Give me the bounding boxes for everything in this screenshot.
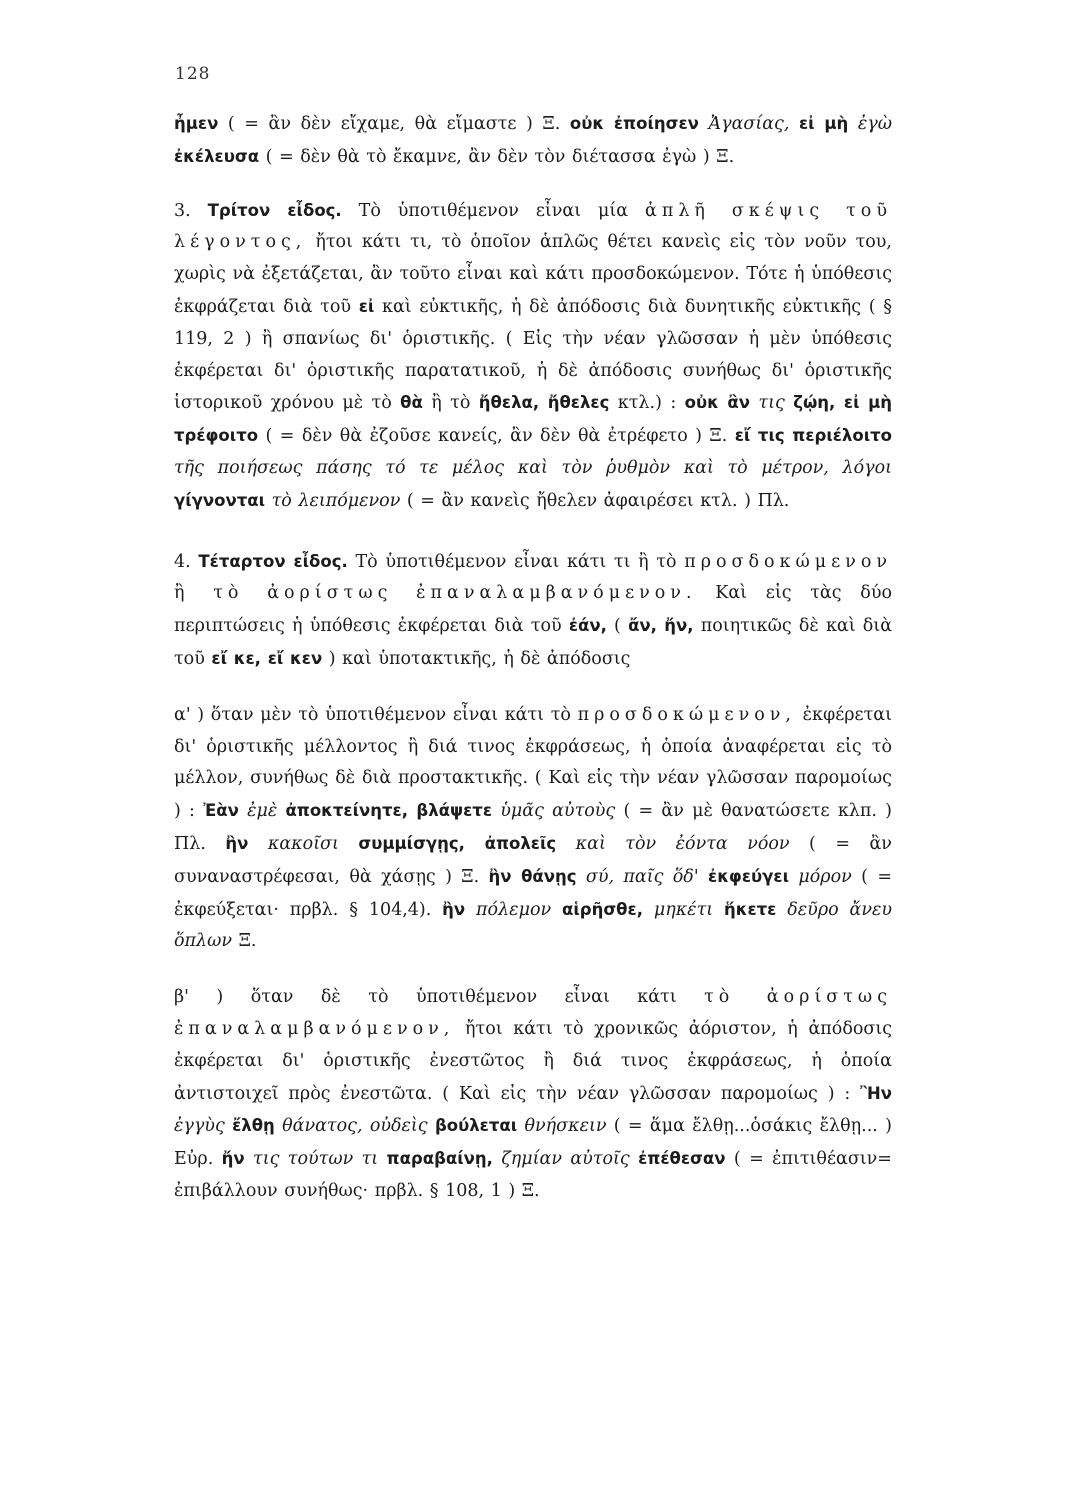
bold-term: ἢν θάνῃς (488, 866, 577, 886)
bold-term: ἦμεν (174, 114, 219, 133)
italic-quote: ὑμᾶς αὐτοὺς (500, 801, 616, 822)
bold-term: αἱρῆσθε, (562, 899, 643, 919)
text-run (492, 801, 500, 821)
italic-quote: καὶ τὸν ἐόντα νόον (575, 833, 790, 854)
text-run (239, 801, 247, 821)
text-run (713, 900, 724, 920)
bold-term: ἥκετε (724, 899, 777, 919)
text-run: ( = ἂν δὲν εἴχαμε, θὰ εἴμαστε ) Ξ. (218, 114, 570, 134)
bold-term: Τέταρτον εἶδος. (198, 551, 348, 571)
italic-quote: πόλεμον (476, 899, 552, 920)
italic-quote: μηκέτι (653, 899, 714, 920)
text-run: κτλ.) : (609, 393, 685, 414)
text-run: β' ) ὅταν δὲ τὸ ὑποτιθέμενον εἶναι κάτι (174, 987, 705, 1008)
bold-term: εἴ κε, εἴ κεν (211, 648, 323, 668)
text-run (378, 1149, 386, 1169)
text-run: Τὸ ὑποτιθέμενον εἶναι κάτι τι ἢ τὸ (347, 551, 685, 572)
text-run: Καὶ εἰς τὰς δύο περιπτώσεις ἡ ὑπόθεσις ἐκφέρεται διὰ τοῦ (174, 583, 892, 637)
bold-term: ἔλθῃ (232, 1116, 275, 1136)
text-block (174, 108, 892, 1208)
text-run: ἤτοι κάτι τὸ χρονικῶς ἀόριστον, ἡ ἀπόδοσις ἐκφέρεται δι' ὁριστικῆς ἐνεστῶτος ἢ διά τινος ἐκφράσεως, ἡ ὁποία ἀντιστοιχεῖ πρὸς ἐνεστῶτα. ( Καὶ εἰς τὴν νέαν γλῶσσαν παρομοίως ) : (174, 1018, 892, 1104)
bold-term: ἐπέθεσαν (638, 1149, 726, 1169)
bold-term: ζῴη, εἰ μὴ τρέφοιτο (174, 393, 892, 446)
bold-term: ἐάν, (568, 616, 607, 636)
paragraph-example-continuation (174, 108, 892, 174)
spaced-emphasis: τὸ ἀορίστως ἐπαναλαμβανόμενον, (174, 987, 892, 1039)
text-run: ( = ἐκφεύξεται· πρβλ. § 104,4). (174, 866, 892, 920)
text-run: ( = δὲν θὰ τὸ ἔκαμνε, ἂν δὲν τὸν διέτασσα ἐγὼ ) Ξ. (259, 146, 735, 167)
bold-term: ἄν, ἤν, (628, 616, 694, 636)
bold-term: συμμίσγῃς, ἀπολεῖς (358, 833, 557, 853)
bold-term: οὐκ ἂν (684, 393, 750, 413)
italic-quote: θάνατος, οὐδεὶς (282, 1116, 428, 1137)
text-run: ( = δὲν θὰ ἐζοῦσε κανείς, ἂν δὲν θὰ ἐτρέφετο ) Ξ. (258, 426, 735, 447)
bold-term: ἐκέλευσα (174, 146, 260, 166)
text-run (339, 834, 358, 854)
bold-term: εἰ μὴ (799, 114, 849, 133)
text-run (789, 114, 799, 134)
text-run (785, 393, 793, 413)
text-run: ( = ἐπιτιθέασιν= ἐπιβάλλουν συνήθως· πρβλ. § 108, 1 ) Ξ. (174, 1149, 892, 1201)
text-run: ( (606, 616, 629, 637)
bold-term: ἐκφεύγει (708, 866, 790, 886)
text-run (789, 867, 798, 887)
text-run: 3. (174, 200, 208, 221)
bold-term: ἢν (442, 899, 466, 919)
spaced-emphasis: ἁπλῆ σκέψις τοῦ λέγοντος, (174, 200, 892, 253)
bold-term: οὐκ ἐποίησεν (569, 114, 699, 133)
italic-quote: ἐμὲ (247, 801, 278, 822)
spaced-emphasis: προσδοκώμενον ἢ τὸ ἀορίστως ἐπαναλαμβανόμενον. (174, 551, 892, 604)
text-run (265, 491, 272, 511)
text-run: ( = ἅμα ἔλθῃ...ὁσάκις ἔλθῃ... ) Εὐρ. (174, 1116, 892, 1170)
text-run: ποιητικῶς δὲ καὶ διὰ τοῦ (174, 616, 893, 669)
text-run (776, 900, 787, 920)
italic-quote: ζημίαν αὐτοῖς (501, 1149, 630, 1170)
italic-quote: μόρον (798, 866, 852, 887)
italic-quote: θνήσκειν (524, 1116, 607, 1137)
text-run (245, 1149, 253, 1169)
italic-quote: δεῦρο ἄνευ ὅπλων (174, 899, 892, 952)
italic-quote: ἐγὼ (857, 114, 892, 134)
bold-term: παραβαίνῃ, (386, 1149, 493, 1169)
text-run (556, 834, 575, 854)
text-run (699, 867, 708, 887)
italic-quote: τὸ λειπόμενον (271, 490, 401, 511)
text-run: ( = ἂν συναναστρέφεσαι, θὰ χάσῃς ) Ξ. (174, 833, 892, 887)
text-run (551, 900, 562, 920)
page-number: 128 (175, 64, 211, 84)
bold-term: εἰ (358, 296, 375, 316)
bold-term: Τρίτον εἶδος. (207, 200, 342, 220)
text-run: ( = ἂν μὲ θανατώσετε κλπ. ) Πλ. (174, 801, 892, 854)
italic-quote: Ἀγασίας, (708, 114, 790, 134)
bold-term: ἢν (225, 833, 249, 853)
paragraph-fourth-kind (174, 546, 892, 676)
bold-term: εἴ τις περιέλοιτο (734, 426, 893, 446)
text-run (630, 1149, 638, 1169)
italic-quote: ἐγγὺς (174, 1116, 225, 1137)
bold-term: ἤθελα, ἤθελες (478, 393, 610, 413)
spaced-emphasis: προσδοκώμενον, (577, 704, 796, 725)
italic-quote: κακοῖσι (267, 833, 339, 854)
italic-quote: τις (758, 393, 785, 414)
bold-term: Ἐὰν (203, 801, 239, 821)
text-run: ἐκφέρεται δι' ὁριστικῆς μέλλοντος ἢ διά τινος ἐκφράσεως, ἡ ὁποία ἀναφέρεται εἰς τὸ μέλλον, συνήθως δὲ διὰ προστακτικῆς. ( Καὶ εἰς τὴν νέαν γλῶσσαν παρομοίως ) : (174, 704, 892, 822)
text-run: 4. (174, 551, 199, 572)
paragraph-third-kind (174, 195, 892, 518)
bold-term: ἀποκτείνητε, βλάψετε (285, 801, 493, 821)
paragraph-case-beta (174, 982, 892, 1208)
text-run (848, 114, 858, 134)
text-run: Τὸ ὑποτιθέμενον εἶναι μία (341, 200, 645, 221)
text-run (699, 114, 709, 134)
text-run (225, 1116, 232, 1136)
text-run (577, 867, 586, 887)
text-run: Ξ. (232, 931, 257, 952)
text-run: ἢ τὸ (422, 393, 479, 414)
text-run (428, 1116, 435, 1136)
bold-term: θὰ (400, 393, 423, 413)
bold-term: ἤν (221, 1149, 245, 1169)
italic-quote: τις τούτων τι (253, 1149, 379, 1170)
text-run (643, 900, 654, 920)
text-run: ) καὶ ὑποτακτικῆς, ἡ δὲ ἀπόδοσις (322, 648, 631, 669)
italic-quote: σύ, παῖς ὅδ' (585, 866, 699, 887)
text-run: ἤτοι κάτι τι, τὸ ὁποῖον ἁπλῶς θέτει κανεὶς εἰς τὸν νοῦν του, χωρὶς νὰ ἐξετάζεται, ἂν τοῦτο εἶναι καὶ κάτι προσδοκώμενον. Τότε ἡ ὑπόθεσις ἐκφράζεται διὰ τοῦ (174, 232, 892, 317)
bold-term: βούλεται (434, 1116, 518, 1136)
bold-term: Ἢν (860, 1083, 892, 1103)
text-run: α' ) ὅταν μὲν τὸ ὑποτιθέμενον εἶναι κάτι τὸ (174, 704, 578, 725)
paragraph-case-alpha (174, 700, 892, 958)
italic-quote: τῆς ποιήσεως πάσης τό τε μέλος καὶ τὸν ῥυθμὸν καὶ τὸ μέτρον, λόγοι (174, 457, 892, 478)
text-run (465, 900, 476, 920)
text-run: ( = ἂν κανεὶς ἤθελεν ἀφαιρέσει κτλ. ) Πλ. (400, 490, 790, 511)
text-run: καὶ εὐκτικῆς, ἡ δὲ ἀπόδοσις διὰ δυνητικῆς εὐκτικῆς ( § 119, 2 ) ἢ σπανίως δι' ὁριστικῆς. ( Εἰς τὴν νέαν γλῶσσαν ἡ μὲν ὑπόθεσις ἐκφέρεται δι' ὁριστικῆς παρατατικοῦ, ἡ δὲ ἀπόδοσις συνήθως δι' ὁριστικῆς ἱστορικοῦ χρόνου μὲ τὸ (174, 296, 892, 414)
text-run (248, 834, 267, 854)
bold-term: γίγνονται (174, 490, 266, 510)
